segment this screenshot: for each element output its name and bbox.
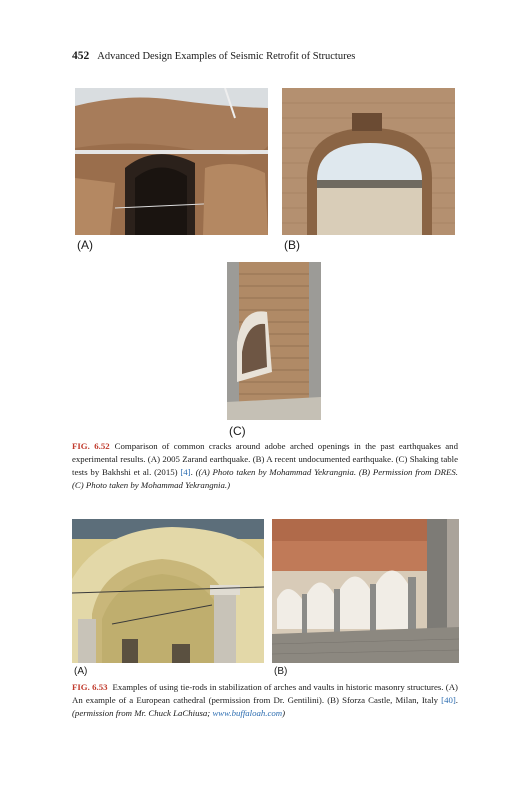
page-number: 452 [72, 50, 90, 62]
reference-link[interactable]: [40] [441, 695, 456, 705]
label-652-b: (B) [284, 238, 300, 252]
photo-653a-cathedral-tie-rods [72, 519, 264, 663]
credit-close: ) [282, 708, 286, 718]
photo-653b-sforza-castle [272, 519, 459, 663]
photo-credit: ((A) Photo taken by Mohammad Yekrangnia. (B) Permission from DRES. (C) Photo taken by Mohammad Yekrangnia.) [72, 467, 458, 490]
label-653-a: (A) [74, 666, 88, 677]
photo-credit: (permission from Mr. Chuck LaChiusa; [72, 708, 213, 718]
caption-text: Comparison of common cracks around adobe arched openings in the past earthquakes and experimental results. (A) 2005 Zarand earthquake. (B) A recent undocumented earthquake. (C) Shaking table tests by Bakhshi et al. (2015) [72, 441, 458, 477]
caption-text-end: . [455, 695, 458, 705]
photo-652c-shaking-table-test [227, 262, 321, 420]
photo-652b-brick-arch [282, 88, 455, 235]
caption-text: Examples of using tie-rods in stabilization of arches and vaults in historic masonry structures. (A) An example of a European cathedral (permission from Dr. Gentilini). (B) Sforza Castle, Milan, Italy [72, 682, 458, 705]
figure-number: FIG. 6.53 [72, 682, 108, 692]
label-652-c: (C) [229, 424, 246, 438]
label-653-b: (B) [274, 666, 288, 677]
reference-link[interactable]: [4] [180, 467, 191, 477]
website-link[interactable]: www.buffaloah.com [212, 708, 283, 718]
running-title: Advanced Design Examples of Seismic Retrofit of Structures [97, 51, 356, 62]
label-652-a: (A) [77, 238, 93, 252]
photo-652a-adobe-arch [75, 88, 268, 235]
caption-fig-6-52 [72, 440, 458, 492]
running-header [72, 48, 472, 64]
caption-text-end: . [190, 467, 196, 477]
figure-number: FIG. 6.52 [72, 441, 110, 451]
caption-fig-6-53 [72, 681, 458, 720]
